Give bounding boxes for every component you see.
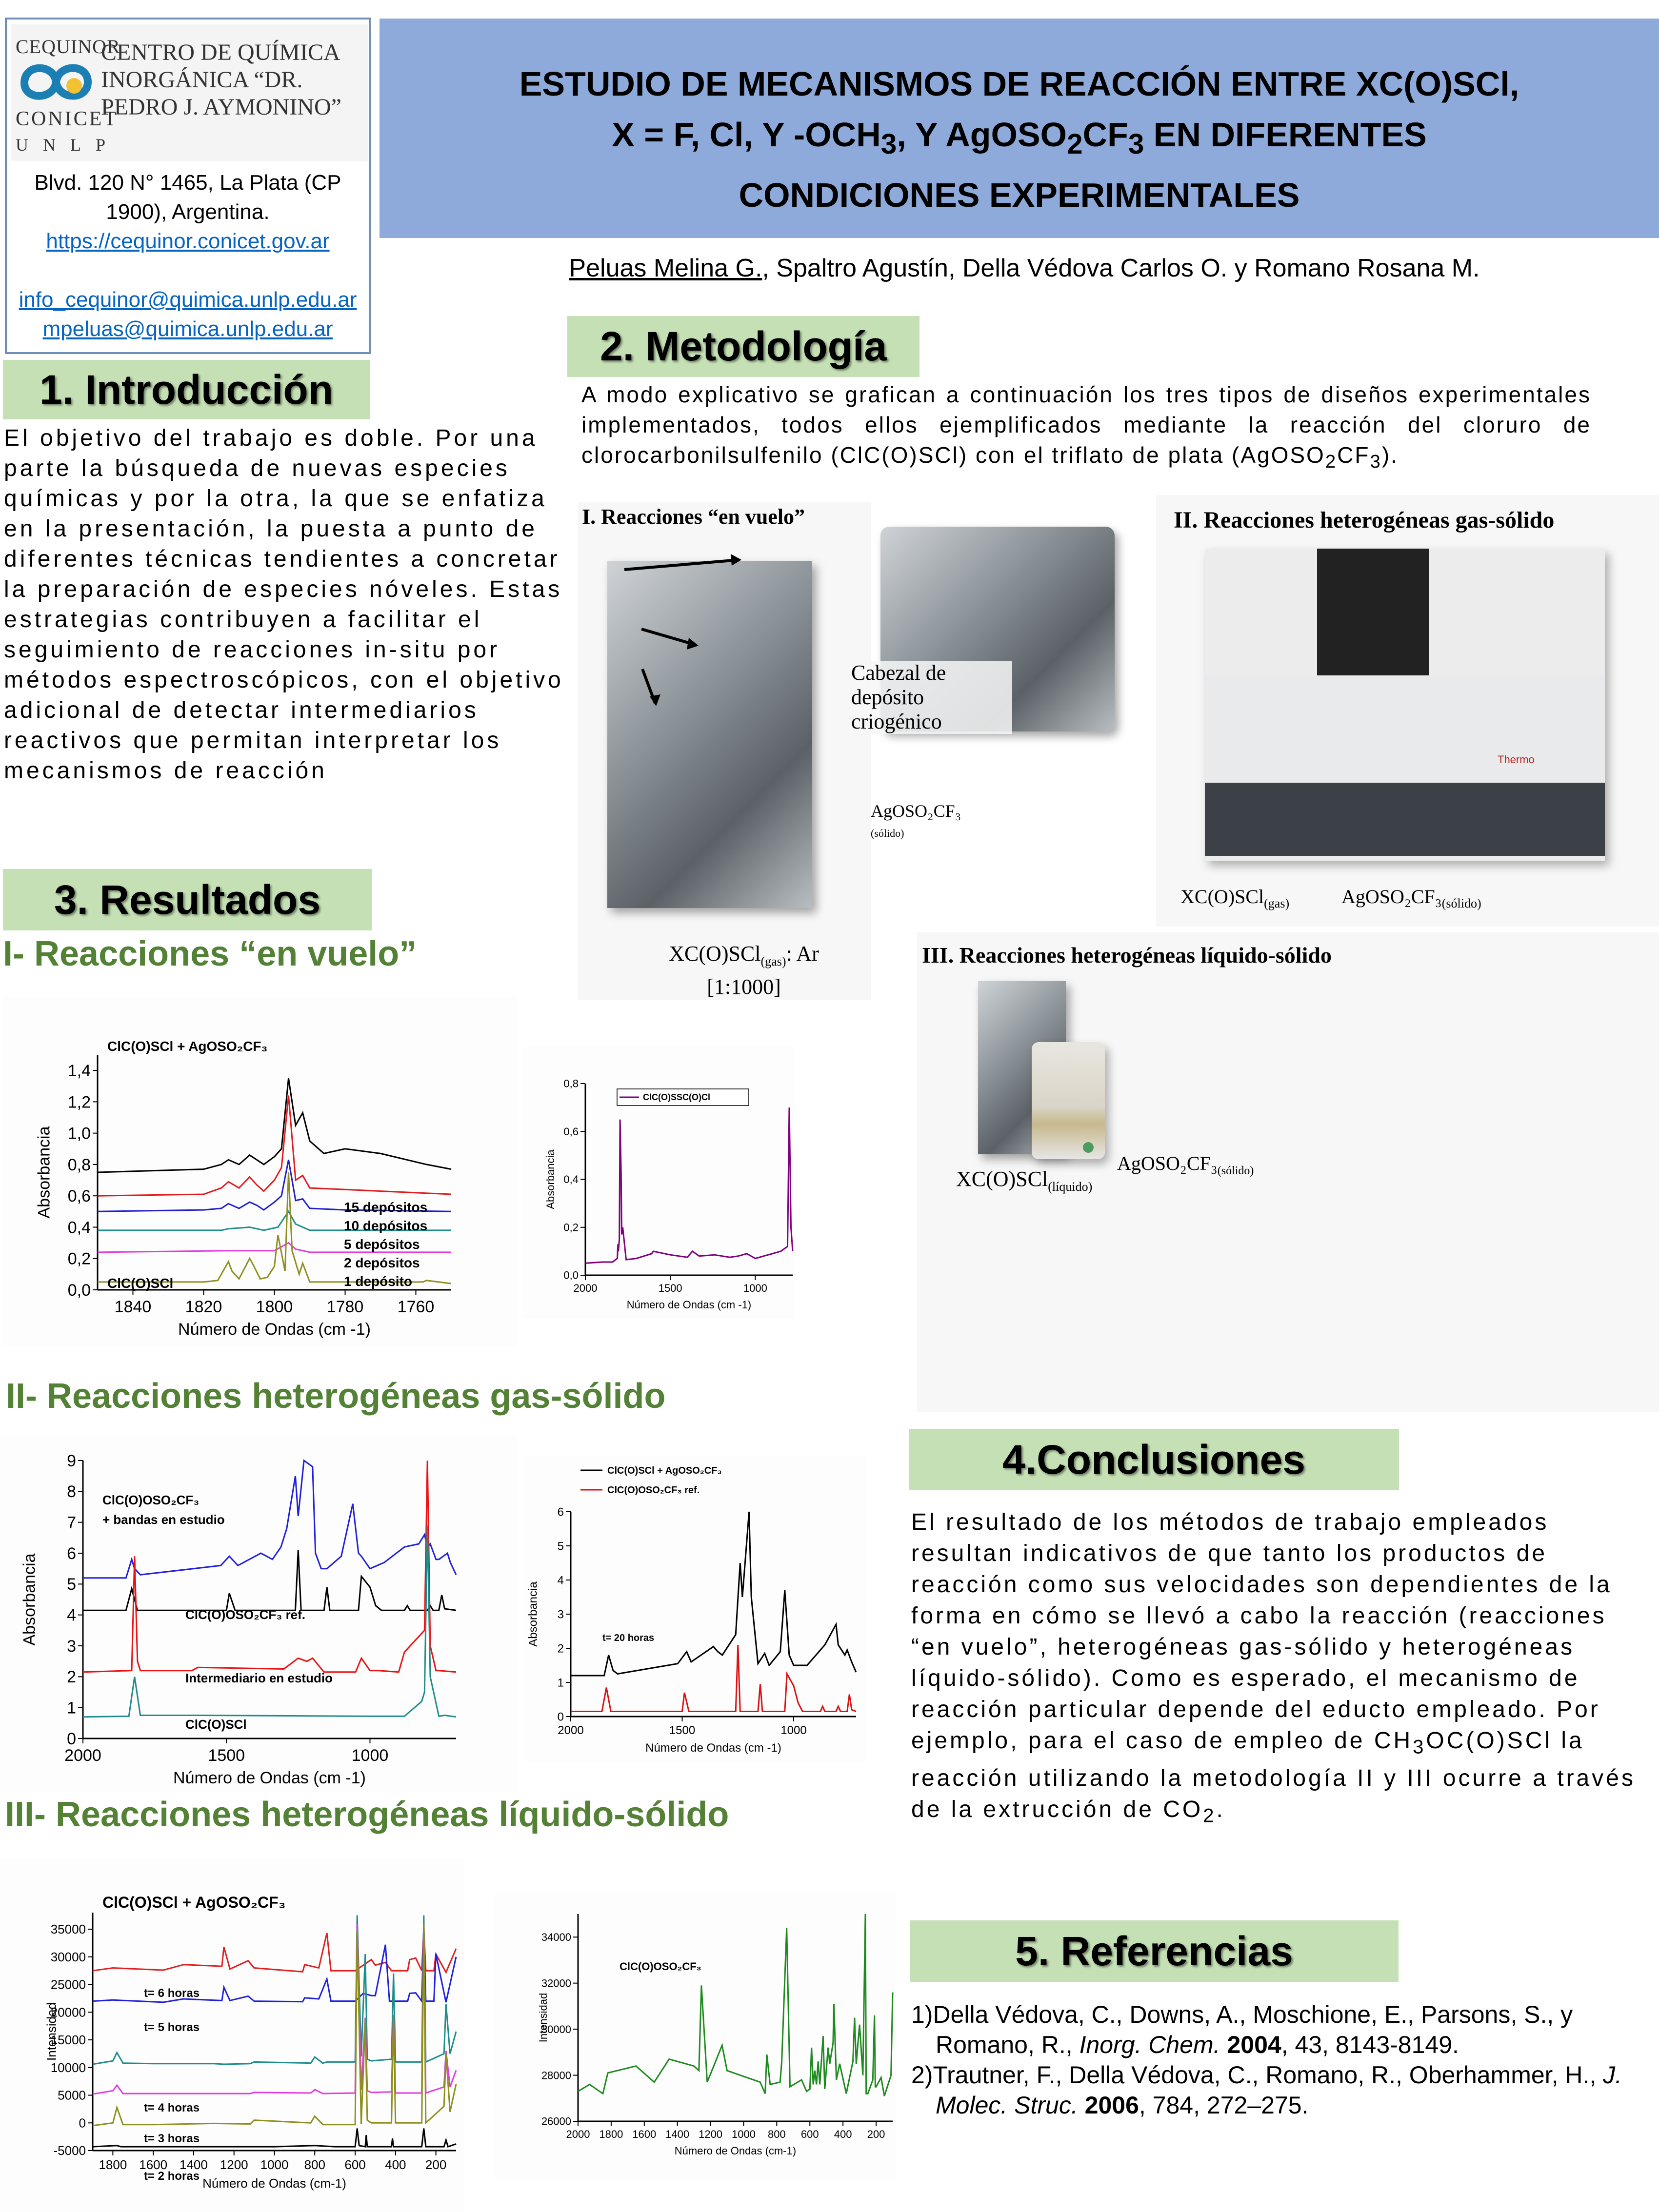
title-fragment: X = F, Cl, Y -OCH [612, 116, 881, 154]
address-block [7, 168, 369, 344]
ref-authors: 1)Della Védova, C., Downs, A., Moschione, E., Parsons, S., y Romano, R., [911, 2001, 1573, 2058]
series-line [98, 1096, 451, 1196]
reference-item [911, 2060, 1653, 2120]
section-heading-conclusions: 4.Conclusiones [909, 1429, 1399, 1490]
x-axis-label: Número de Ondas (cm-1) [202, 2176, 346, 2191]
label-text: XC(O)SCl [669, 942, 761, 966]
logo-conicet-text: CONICET [16, 108, 118, 130]
series-line [571, 1645, 856, 1712]
x-tick-label: 600 [800, 2128, 819, 2140]
label-state: (sólido) [871, 827, 904, 839]
y-tick-label: 5 [67, 1575, 76, 1594]
label-state: (sólido) [1217, 1165, 1254, 1177]
series-label: t= 3 horas [144, 2132, 200, 2145]
results-subheading-liquid-solid: III- Reacciones heterogéneas líquido-sólido [5, 1795, 729, 1834]
chart-annotation: ClC(O)OSO₂CF₃ ref. [185, 1607, 306, 1622]
y-axis-label: Absorbancia [544, 1149, 557, 1209]
subscript: 2 [1203, 1805, 1217, 1827]
logo-center-name: CENTRO DE QUÍMICA INORGÁNICA “DR. PEDRO J. AYMONINO” [101, 40, 341, 120]
y-tick-label: 6 [557, 1505, 564, 1519]
x-tick-label: 400 [834, 2128, 852, 2140]
arrow-icon [641, 629, 699, 650]
methodology-paragraph [581, 379, 1591, 477]
y-tick-label: 32000 [541, 1977, 571, 1990]
label-ratio: : Ar [1:1000] [707, 942, 819, 999]
presenting-author: Peluas Melina G. [569, 254, 762, 282]
text-fragment: CF [1337, 442, 1370, 468]
ref-pages: , 43, 8143-8149. [1281, 2031, 1459, 2058]
y-tick-label: 0,8 [563, 1077, 579, 1090]
label-state: (gas) [760, 954, 786, 968]
chart-ir-product [522, 1046, 795, 1319]
x-tick-label: 1400 [665, 2128, 690, 2140]
x-tick-label: 1000 [260, 2157, 289, 2172]
x-tick-label: 2000 [64, 1746, 101, 1765]
chart-ir-20h [524, 1456, 866, 1763]
salt-label [1341, 885, 1481, 911]
reactor-photo [1032, 1042, 1105, 1159]
panel-title: II. Reacciones heterogéneas gas-sólido [1174, 507, 1555, 533]
y-axis-label: Absorbancia [526, 1581, 540, 1647]
text-fragment: A modo explicativo se grafican a continuación los tres tipos de diseños experimentales implementados, todos ellos ejemplificados mediante la reacción del cloruro de clorocarbonilsulfenilo (ClC(O)SCl) con el triflato de plata (AgOSO [581, 382, 1591, 468]
y-tick-label: 1 [557, 1676, 564, 1690]
co-authors: , Spaltro Agustín, Della Védova Carlos O. y Romano Rosana M. [762, 254, 1480, 282]
series-label: t= 5 horas [144, 2021, 200, 2034]
series-label: 5 depósitos [344, 1237, 420, 1252]
y-tick-label: 34000 [541, 1931, 571, 1943]
arrow-icon [642, 669, 660, 706]
green-solid [1083, 1142, 1094, 1153]
y-tick-label: 25000 [50, 1977, 86, 1992]
y-tick-label: 0 [79, 2115, 86, 2131]
chart-raman-timeseries [0, 1858, 463, 2212]
y-tick-label: 3 [67, 1637, 76, 1656]
y-tick-label: 6 [67, 1544, 76, 1563]
series-line [578, 1914, 893, 2096]
y-tick-label: 15000 [50, 2033, 86, 2048]
x-tick-label: 2000 [566, 2128, 590, 2140]
ref-journal: J. Molec. Struc. [936, 2061, 1622, 2119]
y-tick-label: 1,4 [67, 1062, 91, 1081]
chart-ir-gas-solid [0, 1436, 517, 1792]
text-fragment: ). [1381, 442, 1399, 468]
section-heading-references: 5. Referencias [910, 1920, 1399, 1982]
x-tick-label: 1500 [208, 1746, 245, 1765]
spectrometer-lid [1317, 549, 1429, 695]
text-fragment: El resultado de los métodos de trabajo empleados resultan indicativos de que tanto los productos de reacción como sus velocidades son dependientes de la forma en cómo se llevó a cabo la reacción (reacciones “en vuelo”, heterogéneas gas-sólido y heterogéneas líquido-sólido). Como es esperado, el mecanismo de reacción particular depende del educto empleado. Por ejemplo, para el caso de empleo de CH [911, 1509, 1612, 1754]
y-tick-label: 30000 [541, 2023, 571, 2035]
title-line: CONDICIONES EXPERIMENTALES [739, 176, 1300, 214]
x-tick-label: 2000 [558, 1724, 584, 1737]
x-tick-label: 1500 [658, 1282, 682, 1294]
x-tick-label: 800 [304, 2157, 325, 2172]
x-tick-label: 1800 [599, 2128, 623, 2140]
y-tick-label: 8 [67, 1482, 76, 1501]
cryo-head-label: Cabezal de depósito criogénico [851, 661, 1012, 734]
x-tick-label: 1800 [256, 1298, 293, 1316]
y-tick-label: 3 [557, 1608, 564, 1621]
arrow-icon [624, 554, 741, 570]
x-tick-label: 1760 [397, 1298, 435, 1316]
label-state: (sólido) [1441, 896, 1481, 910]
email-link-author[interactable]: mpeluas@quimica.unlp.edu.ar [42, 317, 333, 341]
chart-annotation: ClC(O)SCl [107, 1276, 174, 1291]
x-tick-label: 2000 [573, 1282, 598, 1294]
y-tick-label: 0,2 [67, 1249, 91, 1268]
text-fragment: OC(O)SCl la reacción utilizando la metodología II y III ocurre a través de la extrucción de CO [911, 1728, 1636, 1822]
chart-raman-reference [493, 1892, 898, 2180]
y-tick-label: 0,8 [67, 1155, 91, 1174]
subscript: 3 [1128, 128, 1144, 160]
x-axis-label: Número de Ondas (cm -1) [645, 1741, 781, 1755]
subscript: 3 [1370, 451, 1382, 473]
y-tick-label: 1,2 [67, 1093, 91, 1112]
address-line: Blvd. 120 N° 1465, La Plata (CP [34, 171, 341, 195]
text-fragment: . [1216, 1796, 1225, 1822]
title-line [380, 109, 1659, 170]
website-link[interactable]: https://cequinor.conicet.gov.ar [46, 229, 330, 253]
x-tick-label: 1200 [220, 2157, 248, 2172]
series-label: 10 depósitos [344, 1218, 428, 1233]
ref-authors: 2)Trautner, F., Della Védova, C., Romano, R., Oberhammer, H., [911, 2061, 1603, 2089]
ref-journal: Inorg. Chem. [1079, 2031, 1220, 2058]
chart-annotation: ClC(O)SCl [185, 1717, 247, 1732]
x-tick-label: 1000 [351, 1746, 389, 1765]
subscript: 3 [880, 128, 897, 160]
reference-item [911, 1999, 1653, 2060]
y-tick-label: 30000 [50, 1949, 86, 1964]
label-text: AgOSO₂CF₃ [1117, 1152, 1218, 1174]
label-text: XC(O)SCl [1180, 886, 1264, 908]
x-tick-label: 800 [768, 2128, 786, 2140]
y-tick-label: 1,0 [67, 1124, 91, 1143]
y-tick-label: 35000 [50, 1922, 86, 1937]
y-tick-label: 0,2 [563, 1221, 579, 1234]
y-axis-label: Absorbancia [35, 1126, 54, 1219]
brand-label: Thermo [1498, 753, 1535, 766]
label-state: (líquido) [1048, 1179, 1093, 1194]
x-axis-label: Número de Ondas (cm -1) [626, 1299, 752, 1311]
y-tick-label: 10000 [50, 2060, 86, 2075]
y-tick-label: 2 [67, 1668, 76, 1687]
email-link-info[interactable]: info_cequinor@quimica.unlp.edu.ar [19, 288, 357, 312]
spectrometer-photo [1205, 549, 1605, 861]
series-line [585, 1107, 793, 1263]
chart-annotation: + bandas en estudio [102, 1512, 225, 1527]
salt-label [1117, 1152, 1254, 1178]
chart-title: ClC(O)SCl + AgOSO₂CF₃ [102, 1894, 286, 1911]
liquid-label [956, 1166, 1092, 1194]
spectrometer-base [1205, 783, 1605, 856]
x-tick-label: 1840 [114, 1298, 152, 1316]
label-text: XC(O)SCl [956, 1167, 1048, 1191]
results-subheading-in-flight: I- Reacciones “en vuelo” [3, 934, 417, 973]
x-axis-label: Número de Ondas (cm-1) [674, 2145, 797, 2157]
subscript: 2 [1067, 128, 1083, 160]
poster-title [380, 59, 1659, 220]
subscript: 3 [1413, 1736, 1426, 1758]
method-arrows [576, 488, 1161, 975]
panel-title: I. Reacciones “en vuelo” [582, 505, 805, 529]
series-line [571, 1512, 856, 1676]
x-tick-label: 1500 [669, 1724, 696, 1737]
y-axis-label: Absorbancia [20, 1553, 39, 1646]
series-label: 15 depósitos [344, 1200, 428, 1215]
x-tick-label: 600 [344, 2157, 366, 2172]
series-label: t= 4 horas [144, 2101, 200, 2114]
y-axis-label: Intensidad [537, 1993, 550, 2043]
y-tick-label: 2 [557, 1642, 564, 1656]
gas-label [1180, 885, 1289, 911]
x-tick-label: 1000 [780, 1724, 807, 1737]
panel-title: III. Reacciones heterogéneas líquido-sólido [922, 943, 1332, 968]
method-panel-liquid-solid [917, 932, 1659, 1412]
author-list [390, 254, 1659, 283]
series-label: t= 6 horas [144, 1987, 200, 2000]
section-heading-results: 3. Resultados [3, 869, 372, 930]
y-tick-label: 5000 [58, 2088, 86, 2103]
y-tick-label: 0,6 [67, 1187, 91, 1206]
conicet-infinity-icon [20, 59, 93, 105]
x-axis-label: Número de Ondas (cm -1) [178, 1320, 371, 1339]
series-line [93, 1929, 456, 1973]
x-tick-label: 1400 [180, 2157, 208, 2172]
x-tick-label: 1600 [139, 2157, 168, 2172]
legend-label: ClC(O)OSO₂CF₃ ref. [607, 1485, 700, 1496]
x-tick-label: 200 [867, 2128, 885, 2140]
title-fragment: EN DIFERENTES [1144, 116, 1427, 154]
label-state: (gas) [1264, 896, 1290, 910]
x-tick-label: 1000 [731, 2128, 756, 2140]
chart-ir-matrix [2, 997, 517, 1346]
x-tick-label: 1600 [632, 2128, 657, 2140]
ref-year: 2006 [1084, 2092, 1139, 2119]
title-line: ESTUDIO DE MECANISMOS DE REACCIÓN ENTRE XC(O)SCl, [519, 65, 1519, 103]
y-tick-label: 5 [557, 1540, 564, 1553]
chart-annotation: ClC(O)OSO₂CF₃ [102, 1493, 200, 1507]
section-heading-methodology: 2. Metodología [567, 316, 919, 377]
series-label: 2 depósitos [344, 1255, 420, 1270]
title-fragment: CF [1082, 116, 1128, 154]
series-line [83, 1550, 456, 1611]
logo-unlp-text: UNLP [16, 135, 120, 155]
chart-annotation: Intermediario en estudio [185, 1671, 333, 1685]
legend-label: ClC(O)SSC(O)Cl [643, 1092, 710, 1102]
chart-annotation: ClC(O)SCl + AgOSO₂CF₃ [107, 1039, 268, 1054]
x-tick-label: 400 [385, 2157, 406, 2172]
y-tick-label: 9 [67, 1451, 76, 1470]
series-label: 1 depósito [344, 1274, 413, 1289]
x-tick-label: 1000 [743, 1282, 767, 1294]
y-tick-label: 0 [557, 1710, 564, 1724]
y-tick-label: 0,4 [563, 1173, 579, 1186]
y-tick-label: 4 [67, 1606, 76, 1625]
x-tick-label: 1200 [699, 2128, 723, 2140]
x-tick-label: 1820 [185, 1298, 222, 1316]
series-line [93, 1924, 456, 2094]
address-line: 1900), Argentina. [106, 200, 270, 224]
subscript: 2 [1325, 451, 1338, 473]
y-tick-label: 0,0 [67, 1281, 91, 1300]
label-text: AgOSO₂CF₃ [871, 801, 961, 821]
y-tick-label: 20000 [50, 2005, 86, 2020]
y-tick-label: 0,4 [67, 1218, 91, 1237]
institution-logo [11, 24, 368, 161]
legend-label: ClC(O)SCl + AgOSO₂CF₃ [607, 1465, 722, 1476]
intro-paragraph: El objetivo del trabajo es doble. Por una parte la búsqueda de nuevas especies químicas y por la otra, la que se enfatiza en la presentación, la puesta a punto de diferentes técnicas tendientes a concretar la preparación de especies nóveles. Estas estrategias contribuyen a facilitar el seguimiento de reacciones in-situ por métodos espectroscópicos, con el objetivo adicional de detectar intermediarios reactivos que permitan interpretar los mecanismos de reacción [4, 425, 564, 784]
reference-list [911, 1999, 1653, 2120]
results-subheading-gas-solid: II- Reacciones heterogéneas gas-sólido [6, 1377, 666, 1416]
logo-cequinor-text: CEQUINOR [16, 36, 120, 58]
y-tick-label: 7 [67, 1513, 76, 1532]
x-tick-label: 1780 [326, 1298, 364, 1316]
series-line [98, 1078, 451, 1172]
y-tick-label: -5000 [53, 2143, 86, 2158]
y-tick-label: 28000 [541, 2069, 571, 2082]
y-axis-label: Intensidad [44, 2002, 59, 2061]
y-tick-label: 4 [557, 1574, 564, 1587]
y-tick-label: 0,6 [563, 1125, 579, 1138]
conclusions-paragraph [911, 1507, 1653, 1831]
method-panel-gas-solid [1156, 495, 1659, 927]
ref-pages: , 784, 272–275. [1139, 2092, 1309, 2119]
y-tick-label: 0 [67, 1729, 76, 1748]
x-tick-label: 1800 [99, 2157, 127, 2172]
chart-annotation: t= 20 horas [602, 1633, 655, 1643]
x-axis-label: Número de Ondas (cm -1) [173, 1769, 366, 1787]
y-tick-label: 26000 [541, 2115, 571, 2128]
chart-annotation: ClC(O)OSO₂CF₃ [620, 1960, 701, 1973]
label-text: AgOSO₂CF₃ [1341, 886, 1442, 908]
y-tick-label: 1 [67, 1698, 76, 1718]
series-label: t= 2 horas [144, 2170, 200, 2183]
x-tick-label: 200 [425, 2157, 447, 2172]
ref-year: 2004 [1227, 2031, 1281, 2058]
title-fragment: , Y AgOSO [897, 116, 1067, 154]
section-heading-intro: 1. Introducción [3, 360, 370, 419]
y-tick-label: 0,0 [563, 1269, 579, 1282]
contact-box [5, 18, 371, 354]
